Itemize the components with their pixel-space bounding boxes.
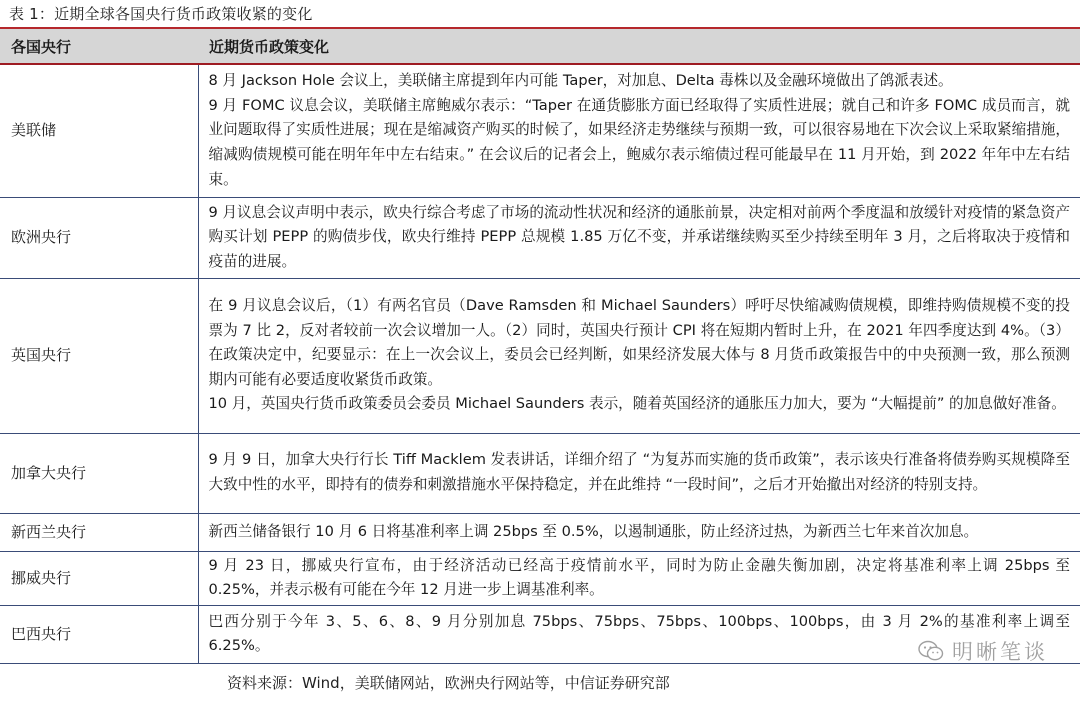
policy-change-cell	[198, 197, 1080, 278]
policy-table	[0, 27, 1080, 664]
policy-paragraph: 9 月 23 日，挪威央行宣布，由于经济活动已经高于疫情前水平，同时为防止金融失衡加剧，决定将基准利率上调 25bps 至 0.25%，并表示极有可能在今年 12 月进一步上调基准利率。	[208, 556, 1070, 599]
policy-paragraph: 在 9 月议息会议后，（1）有两名官员（Dave Ramsden 和 Michael Saunders）呼吁尽快缩减购债规模，即维持购债规模不变的投票为 7 比 2，反对者较前一次会议增加一人。（2）同时，英国央行预计 CPI 将在短期内暂时上升，在 2021 年四季度达到 4%。（3）在政策决定中，纪要显示：在上一次会议上，委员会已经判断，如果经济发展大体与 8 月货币政策报告中的中央预测一致，那么预测期内可能有必要适度收紧货币政策。	[208, 297, 1070, 388]
policy-paragraph: 新西兰储备银行 10 月 6 日将基准利率上调 25bps 至 0.5%，以遏制通胀，防止经济过热，为新西兰七年来首次加息。	[208, 522, 979, 540]
policy-change-cell	[198, 64, 1080, 197]
policy-paragraph: 巴西分别于今年 3、5、6、8、9 月分别加息 75bps、75bps、75bps、100bps、100bps，由 3 月 2%的基准利率上调至 6.25%。	[208, 612, 1070, 655]
policy-table-container	[0, 27, 1080, 664]
policy-change-cell	[198, 278, 1080, 433]
bank-name-cell: 英国央行	[0, 278, 198, 433]
table-row	[0, 64, 1080, 197]
table-caption: 表 1：近期全球各国央行货币政策收紧的变化	[9, 5, 313, 23]
bank-name-cell: 欧洲央行	[0, 197, 198, 278]
table-row	[0, 551, 1080, 605]
table-row	[0, 433, 1080, 513]
watermark	[918, 636, 1048, 666]
bank-name-cell: 挪威央行	[0, 551, 198, 605]
policy-paragraph: 8 月 Jackson Hole 会议上，美联储主席提到年内可能 Taper，对加息、Delta 毒株以及金融环境做出了鸽派表述。	[208, 72, 953, 90]
source-note: 资料来源：Wind，美联储网站，欧洲央行网站等，中信证券研究部	[227, 674, 670, 692]
header-policy: 近期货币政策变化	[198, 28, 1080, 64]
table-row	[0, 513, 1080, 551]
table-row	[0, 197, 1080, 278]
policy-paragraph: 9 月 FOMC 议息会议，美联储主席鲍威尔表示：“Taper 在通货膨胀方面已经取得了实质性进展；就自己和许多 FOMC 成员而言，就业问题取得了实质性进展；现在是缩减资产购买的时候了，如果经济走势继续与预期一致，可以很容易地在下次会议上采取紧缩措施，缩减购债规模可能在明年年中左右结束。” 在会议后的记者会上，鲍威尔表示缩债过程可能最早在 11 月开始，到 2022 年年中左右结束。	[208, 96, 1070, 188]
table-header-row	[0, 28, 1080, 64]
table-body	[0, 64, 1080, 663]
wechat-icon	[918, 640, 944, 662]
policy-change-cell	[198, 513, 1080, 551]
policy-paragraph: 9 月 9 日，加拿大央行行长 Tiff Macklem 发表讲话，详细介绍了 “为复苏而实施的货币政策”，表示该央行准备将债券购买规模降至大致中性的水平，即持有的债券和刺激措施水平保持稳定，并在此维持 “一段时间”，之后才开始撤出对经济的特别支持。	[208, 451, 1070, 493]
policy-paragraph: 9 月议息会议声明中表示，欧央行综合考虑了市场的流动性状况和经济的通胀前景，决定相对前两个季度温和放缓针对疫情的紧急资产购买计划 PEPP 的购债步伐，欧央行维持 PEPP 总规模 1.85 万亿不变，并承诺继续购买至少持续至明年 3 月，之后将取决于疫情和疫苗的进展。	[208, 203, 1070, 270]
bank-name-cell: 美联储	[0, 64, 198, 197]
table-row	[0, 278, 1080, 433]
policy-change-cell	[198, 551, 1080, 605]
header-bank: 各国央行	[0, 28, 198, 64]
watermark-text: 明晰笔谈	[952, 640, 1048, 664]
policy-change-cell	[198, 433, 1080, 513]
bank-name-cell: 加拿大央行	[0, 433, 198, 513]
policy-paragraph: 10 月，英国央行货币政策委员会委员 Michael Saunders 表示，随着英国经济的通胀压力加大，要为 “大幅提前” 的加息做好准备。	[208, 395, 1066, 413]
bank-name-cell: 巴西央行	[0, 605, 198, 663]
bank-name-cell: 新西兰央行	[0, 513, 198, 551]
